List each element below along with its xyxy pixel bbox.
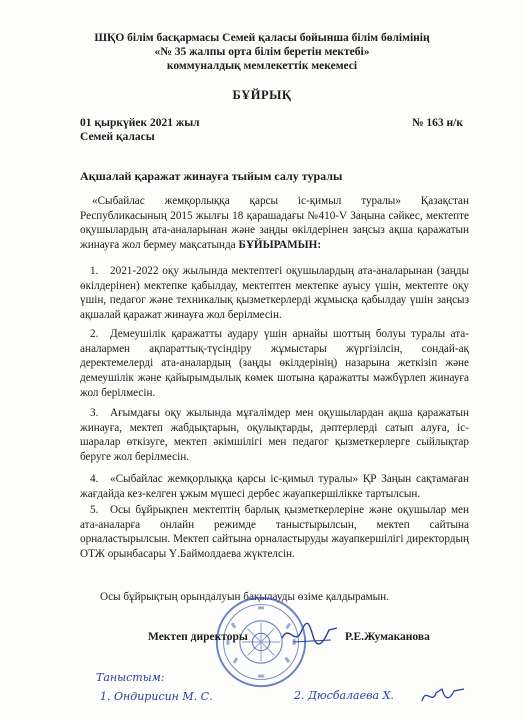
header-line-2: «№ 35 жалпы орта білім беретін мектебі» [154, 46, 370, 58]
order-number: № 163 н/к [412, 117, 464, 129]
item-number: 5. [90, 504, 99, 516]
header-line-3: коммуналдық мемлекеттік мекемесі [166, 60, 358, 72]
item-text: «Сыбайлас жемқорлыққа қарсы іс-қимыл туралы» ҚР Заңын сақтамаған жағдайда кез-келген ұжым мүшесі дербес жауапкершілікке тартылсын. [80, 473, 469, 500]
doc-type-title: БҰЙРЫҚ [232, 88, 292, 102]
intro-text: «Сыбайлас жемқорлыққа қарсы іс-қимыл туралы» Қазақстан Республикасының 2015 жылғы 18 қарашадағы №410-V Заңына сәйкес, мектепте оқушылардың ата-аналарынан және заңды өкілдерінен заңсыз ақша қаражатын жинауға жол бермеу мақсатында [80, 195, 469, 252]
order-date: 01 қыркүйек 2021 жыл [80, 117, 200, 129]
acknowledgement-signature-icon [418, 683, 468, 709]
item-number: 2. [90, 328, 99, 340]
closing-sentence: Осы бұйрықтың орындалуын бақылауды өзіме қалдырамын. [100, 591, 389, 603]
signatory-title: Мектеп директоры [148, 631, 248, 643]
item-text: Осы бұйрықпен мектептің барлық қызметкерлеріне және оқушылар мен ата-аналарға онлайн режимде таныстырылсын, мектеп сайтына орналастырылсын. Мектеп сайтына орналастыруды жауапкершілігі директордың ОТЖ орынбасары Ү.Баймолдаева жүктелсін. [80, 504, 469, 561]
director-signature-icon [279, 616, 343, 650]
item-number: 1. [90, 265, 99, 277]
order-item-5 [80, 503, 469, 562]
item-number: 4. [90, 473, 99, 485]
intro-paragraph [80, 194, 469, 253]
item-text: 2021-2022 оқу жылында мектептегі оқушылардың ата-аналарынан (заңды өкілдерінен) мектепке қабылдау, мектептен мектепке ауысу үшін, мектепте оқу үшін, педагог және техникалық қызметкерлерді жұмысқа қабылдау үшін заңсыз ақшалай қаражат жинауға жол берілмесін. [80, 265, 469, 322]
order-subject: Ақшалай қаражат жинауға тыйым салу туралы [80, 169, 343, 183]
order-word: БҰЙЫРАМЫН: [238, 239, 322, 252]
header-line-1: ШҚО білім басқармасы Семей қаласы бойынша білім бөлімінің [94, 32, 430, 44]
item-number: 3. [90, 407, 99, 419]
acknowledgement-entry-1: 1. Ондирисин М. С. [100, 690, 213, 703]
order-city: Семей қаласы [80, 131, 155, 143]
order-item-1 [80, 264, 469, 323]
acknowledgement-entry-2: 2. Дюсбалаева Х. [294, 689, 394, 702]
acknowledgement-label: Таныстым: [96, 671, 165, 684]
order-item-2 [80, 327, 469, 401]
signatory-name: Р.Е.Жумаканова [345, 631, 430, 643]
item-text: Ағымдағы оқу жылында мұғалімдер мен оқушылардан ақша қаражатын жинауға, мектеп жабдықтарын, оқулықтарды, дәптерлерді сатып алуға, іс-шаралар өткізуге, мектеп әкімшілігі мен педагог қызметкерлерге сыйлықтар беруге жол берілмесін. [80, 407, 469, 464]
order-item-3 [80, 406, 469, 465]
item-text: Демеушілік қаражатты аудару үшін арнайы шоттың болуы туралы ата-аналармен ақпараттық-түсіндіру жұмыстары жүргізілсін, сондай-ақ деректемелерді ата-аналардың (заңды өкілдерінің) назарына жеткізіп және демеушілік және қайырымдылық көмек шотына қаражатты мәжбүрлеп жинауға жол берілмесін. [80, 328, 469, 399]
order-item-4 [80, 472, 469, 501]
